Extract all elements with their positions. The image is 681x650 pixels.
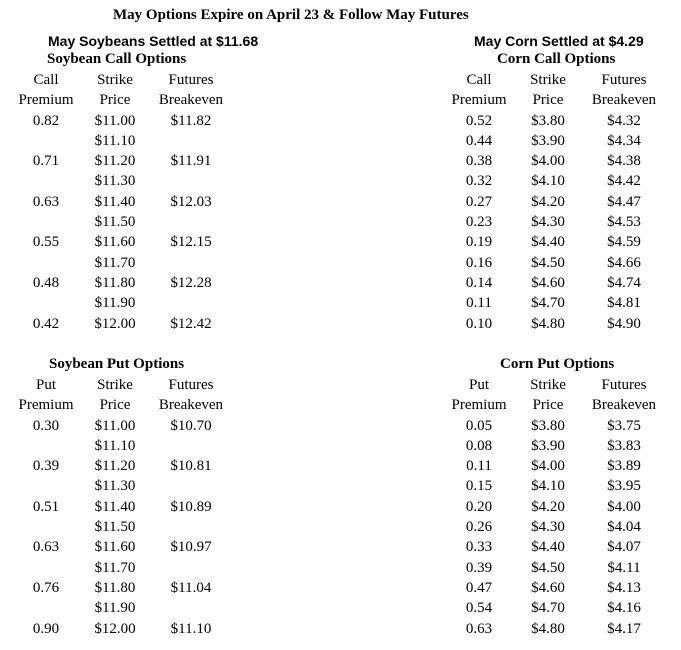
- breakeven-cell: [154, 476, 228, 496]
- premium-cell: 0.23: [465, 214, 493, 231]
- breakeven-cell: $11.10: [170, 620, 212, 637]
- table-row: [16, 212, 228, 232]
- strike-price-cell: $4.40: [531, 234, 565, 251]
- premium-cell: 0.90: [32, 620, 60, 637]
- breakeven-cell: $12.28: [170, 274, 212, 291]
- breakeven-cell: [154, 253, 228, 273]
- table-header-row: [16, 395, 228, 415]
- strike-price-cell: $11.70: [94, 559, 136, 576]
- breakeven-cell: $4.42: [607, 173, 641, 190]
- premium-cell: [16, 517, 76, 537]
- breakeven-cell: $12.03: [170, 193, 212, 210]
- strike-price-cell: $3.80: [531, 417, 565, 434]
- breakeven-cell: $11.91: [170, 153, 212, 170]
- table-row: [449, 456, 661, 476]
- column-header: Futures: [601, 72, 647, 88]
- breakeven-cell: [154, 131, 228, 151]
- breakeven-cell: [154, 293, 228, 313]
- premium-cell: [16, 131, 76, 151]
- strike-price-cell: $4.30: [531, 214, 565, 231]
- table-row: [16, 598, 228, 618]
- strike-price-cell: $11.20: [94, 458, 136, 475]
- breakeven-cell: [154, 436, 228, 456]
- breakeven-cell: [154, 598, 228, 618]
- premium-cell: 0.42: [32, 315, 60, 332]
- soybean-put-table: [16, 375, 228, 639]
- table-header-row: [449, 375, 661, 395]
- column-header: Put: [468, 377, 489, 393]
- premium-cell: 0.15: [465, 478, 493, 495]
- premium-cell: 0.47: [465, 579, 493, 596]
- premium-cell: 0.10: [465, 315, 493, 332]
- table-row: [449, 212, 661, 232]
- premium-cell: 0.51: [32, 498, 60, 515]
- premium-cell: [16, 436, 76, 456]
- table-row: [449, 232, 661, 252]
- table-row: [16, 151, 228, 171]
- table-row: [16, 619, 228, 639]
- breakeven-cell: $4.59: [607, 234, 641, 251]
- premium-cell: 0.16: [465, 254, 493, 271]
- strike-price-cell: $11.00: [94, 112, 136, 129]
- table-header-row: [16, 375, 228, 395]
- strike-price-cell: $4.50: [531, 254, 565, 271]
- table-row: [16, 314, 228, 334]
- breakeven-cell: $4.38: [607, 153, 641, 170]
- table-row: [16, 456, 228, 476]
- column-header: Price: [99, 92, 131, 109]
- strike-price-cell: $4.70: [531, 600, 565, 617]
- table-row: [16, 537, 228, 557]
- breakeven-cell: $4.34: [607, 132, 641, 149]
- breakeven-cell: $3.75: [607, 417, 641, 434]
- strike-price-cell: $11.90: [94, 600, 136, 617]
- strike-price-cell: $12.00: [94, 620, 136, 637]
- breakeven-cell: [154, 517, 228, 537]
- corn-put-table: [449, 375, 661, 639]
- breakeven-cell: $10.97: [170, 539, 212, 556]
- column-header: Strike: [530, 72, 566, 88]
- strike-price-cell: $11.60: [94, 539, 136, 556]
- premium-cell: [16, 171, 76, 191]
- breakeven-cell: $4.81: [607, 295, 641, 312]
- table-row: [16, 558, 228, 578]
- table-row: [16, 293, 228, 313]
- premium-cell: 0.44: [465, 132, 493, 149]
- premium-cell: 0.30: [32, 417, 60, 434]
- column-header: Strike: [97, 377, 133, 393]
- premium-cell: 0.11: [466, 458, 492, 475]
- strike-price-cell: $11.20: [94, 153, 136, 170]
- premium-cell: 0.76: [32, 579, 60, 596]
- table-row: [449, 314, 661, 334]
- breakeven-cell: $3.83: [607, 437, 641, 454]
- breakeven-cell: $10.70: [170, 417, 212, 434]
- breakeven-cell: $4.17: [607, 620, 641, 637]
- strike-price-cell: $4.10: [531, 173, 565, 190]
- column-header: Price: [532, 92, 564, 109]
- strike-price-cell: $11.50: [94, 214, 136, 231]
- breakeven-cell: $11.82: [170, 112, 212, 129]
- breakeven-cell: $10.89: [170, 498, 212, 515]
- breakeven-cell: $3.89: [607, 458, 641, 475]
- table-row: [449, 293, 661, 313]
- breakeven-cell: $3.95: [607, 478, 641, 495]
- strike-price-cell: $4.00: [531, 153, 565, 170]
- table-row: [16, 171, 228, 191]
- column-header: Premium: [451, 397, 507, 414]
- table-row: [16, 253, 228, 273]
- table-header-row: [449, 70, 661, 90]
- column-header: Put: [35, 377, 56, 393]
- table-row: [449, 619, 661, 639]
- strike-price-cell: $4.80: [531, 620, 565, 637]
- table-row: [449, 436, 661, 456]
- column-header: Price: [99, 397, 131, 414]
- premium-cell: 0.38: [465, 153, 493, 170]
- breakeven-cell: $4.90: [607, 315, 641, 332]
- premium-cell: 0.32: [465, 173, 493, 190]
- breakeven-cell: $4.11: [607, 559, 641, 576]
- corn-call-title: Corn Call Options: [497, 51, 616, 67]
- table-row: [449, 171, 661, 191]
- strike-price-cell: $11.10: [94, 132, 136, 149]
- strike-price-cell: $11.30: [94, 173, 136, 190]
- strike-price-cell: $4.80: [531, 315, 565, 332]
- column-header: Futures: [168, 72, 214, 88]
- strike-price-cell: $11.00: [94, 417, 136, 434]
- table-row: [449, 131, 661, 151]
- strike-price-cell: $11.10: [94, 437, 136, 454]
- premium-cell: 0.11: [466, 295, 492, 312]
- column-header: Premium: [18, 92, 74, 109]
- strike-price-cell: $12.00: [94, 315, 136, 332]
- table-row: [449, 273, 661, 293]
- strike-price-cell: $4.60: [531, 274, 565, 291]
- column-header: Futures: [601, 377, 647, 393]
- table-row: [16, 497, 228, 517]
- table-row: [16, 111, 228, 131]
- premium-cell: 0.55: [32, 234, 60, 251]
- table-row: [16, 273, 228, 293]
- breakeven-cell: $4.00: [607, 498, 641, 515]
- strike-price-cell: $4.20: [531, 498, 565, 515]
- breakeven-cell: $4.47: [607, 193, 641, 210]
- column-header: Price: [532, 397, 564, 414]
- table-row: [16, 232, 228, 252]
- column-header: Futures: [168, 377, 214, 393]
- breakeven-cell: $4.32: [607, 112, 641, 129]
- strike-price-cell: $11.30: [94, 478, 136, 495]
- column-header: Breakeven: [158, 92, 224, 109]
- table-row: [16, 416, 228, 436]
- breakeven-cell: $11.04: [170, 579, 212, 596]
- table-row: [449, 517, 661, 537]
- strike-price-cell: $4.70: [531, 295, 565, 312]
- premium-cell: 0.63: [465, 620, 493, 637]
- strike-price-cell: $4.60: [531, 579, 565, 596]
- table-row: [16, 131, 228, 151]
- table-row: [16, 517, 228, 537]
- strike-price-cell: $11.80: [94, 274, 136, 291]
- premium-cell: 0.82: [32, 112, 60, 129]
- premium-cell: 0.05: [465, 417, 493, 434]
- strike-price-cell: $4.30: [531, 519, 565, 536]
- column-header: Premium: [18, 397, 74, 414]
- premium-cell: [16, 293, 76, 313]
- column-header: Strike: [530, 377, 566, 393]
- column-header: Breakeven: [591, 397, 657, 414]
- strike-price-cell: $11.60: [94, 234, 136, 251]
- corn-put-title: Corn Put Options: [500, 356, 615, 372]
- strike-price-cell: $11.70: [94, 254, 136, 271]
- breakeven-cell: $4.53: [607, 214, 641, 231]
- strike-price-cell: $11.50: [94, 519, 136, 536]
- soybean-settle-note: May Soybeans Settled at $11.68: [48, 33, 259, 49]
- strike-price-cell: $4.20: [531, 193, 565, 210]
- premium-cell: 0.52: [465, 112, 493, 129]
- table-row: [449, 151, 661, 171]
- table-header-row: [16, 90, 228, 110]
- table-row: [449, 111, 661, 131]
- premium-cell: [16, 598, 76, 618]
- table-row: [16, 436, 228, 456]
- breakeven-cell: $4.74: [607, 274, 641, 291]
- table-row: [449, 476, 661, 496]
- table-row: [16, 578, 228, 598]
- column-header: Strike: [97, 72, 133, 88]
- table-header-row: [16, 70, 228, 90]
- strike-price-cell: $4.10: [531, 478, 565, 495]
- premium-cell: 0.39: [465, 559, 493, 576]
- strike-price-cell: $4.50: [531, 559, 565, 576]
- table-row: [449, 416, 661, 436]
- strike-price-cell: $11.80: [94, 579, 136, 596]
- column-header: Breakeven: [158, 397, 224, 414]
- breakeven-cell: $10.81: [170, 458, 212, 475]
- table-row: [449, 192, 661, 212]
- breakeven-cell: [154, 212, 228, 232]
- breakeven-cell: $4.07: [607, 539, 641, 556]
- premium-cell: [16, 212, 76, 232]
- strike-price-cell: $3.80: [531, 112, 565, 129]
- soybean-put-title: Soybean Put Options: [49, 356, 185, 372]
- premium-cell: 0.19: [465, 234, 493, 251]
- table-row: [449, 497, 661, 517]
- strike-price-cell: $3.90: [531, 437, 565, 454]
- premium-cell: 0.54: [465, 600, 493, 617]
- strike-price-cell: $4.00: [531, 458, 565, 475]
- premium-cell: [16, 253, 76, 273]
- table-header-row: [449, 90, 661, 110]
- strike-price-cell: $4.40: [531, 539, 565, 556]
- premium-cell: 0.48: [32, 274, 60, 291]
- column-header: Call: [466, 72, 492, 88]
- breakeven-cell: [154, 171, 228, 191]
- breakeven-cell: $4.66: [607, 254, 641, 271]
- premium-cell: 0.20: [465, 498, 493, 515]
- table-row: [449, 253, 661, 273]
- premium-cell: 0.71: [32, 153, 60, 170]
- premium-cell: [16, 558, 76, 578]
- breakeven-cell: [154, 558, 228, 578]
- table-row: [449, 598, 661, 618]
- corn-settle-note: May Corn Settled at $4.29: [474, 33, 644, 49]
- breakeven-cell: $4.04: [607, 519, 641, 536]
- premium-cell: 0.63: [32, 539, 60, 556]
- table-row: [16, 476, 228, 496]
- premium-cell: 0.14: [465, 274, 493, 291]
- premium-cell: 0.39: [32, 458, 60, 475]
- breakeven-cell: $4.16: [607, 600, 641, 617]
- breakeven-cell: $12.42: [170, 315, 212, 332]
- column-header: Breakeven: [591, 92, 657, 109]
- premium-cell: 0.27: [465, 193, 493, 210]
- soybean-call-title: Soybean Call Options: [47, 51, 187, 67]
- table-row: [449, 578, 661, 598]
- column-header: Call: [33, 72, 59, 88]
- corn-call-table: [449, 70, 661, 334]
- premium-cell: 0.33: [465, 539, 493, 556]
- breakeven-cell: $4.13: [607, 579, 641, 596]
- premium-cell: 0.08: [465, 437, 493, 454]
- table-row: [16, 192, 228, 212]
- strike-price-cell: $11.40: [94, 498, 136, 515]
- breakeven-cell: $12.15: [170, 234, 212, 251]
- table-row: [449, 558, 661, 578]
- premium-cell: [16, 476, 76, 496]
- column-header: Premium: [451, 92, 507, 109]
- premium-cell: 0.26: [465, 519, 493, 536]
- strike-price-cell: $11.90: [94, 295, 136, 312]
- soybean-call-table: [16, 70, 228, 334]
- strike-price-cell: $11.40: [94, 193, 136, 210]
- premium-cell: 0.63: [32, 193, 60, 210]
- strike-price-cell: $3.90: [531, 132, 565, 149]
- table-row: [449, 537, 661, 557]
- table-header-row: [449, 395, 661, 415]
- page-title: May Options Expire on April 23 & Follow May Futures: [113, 7, 469, 23]
